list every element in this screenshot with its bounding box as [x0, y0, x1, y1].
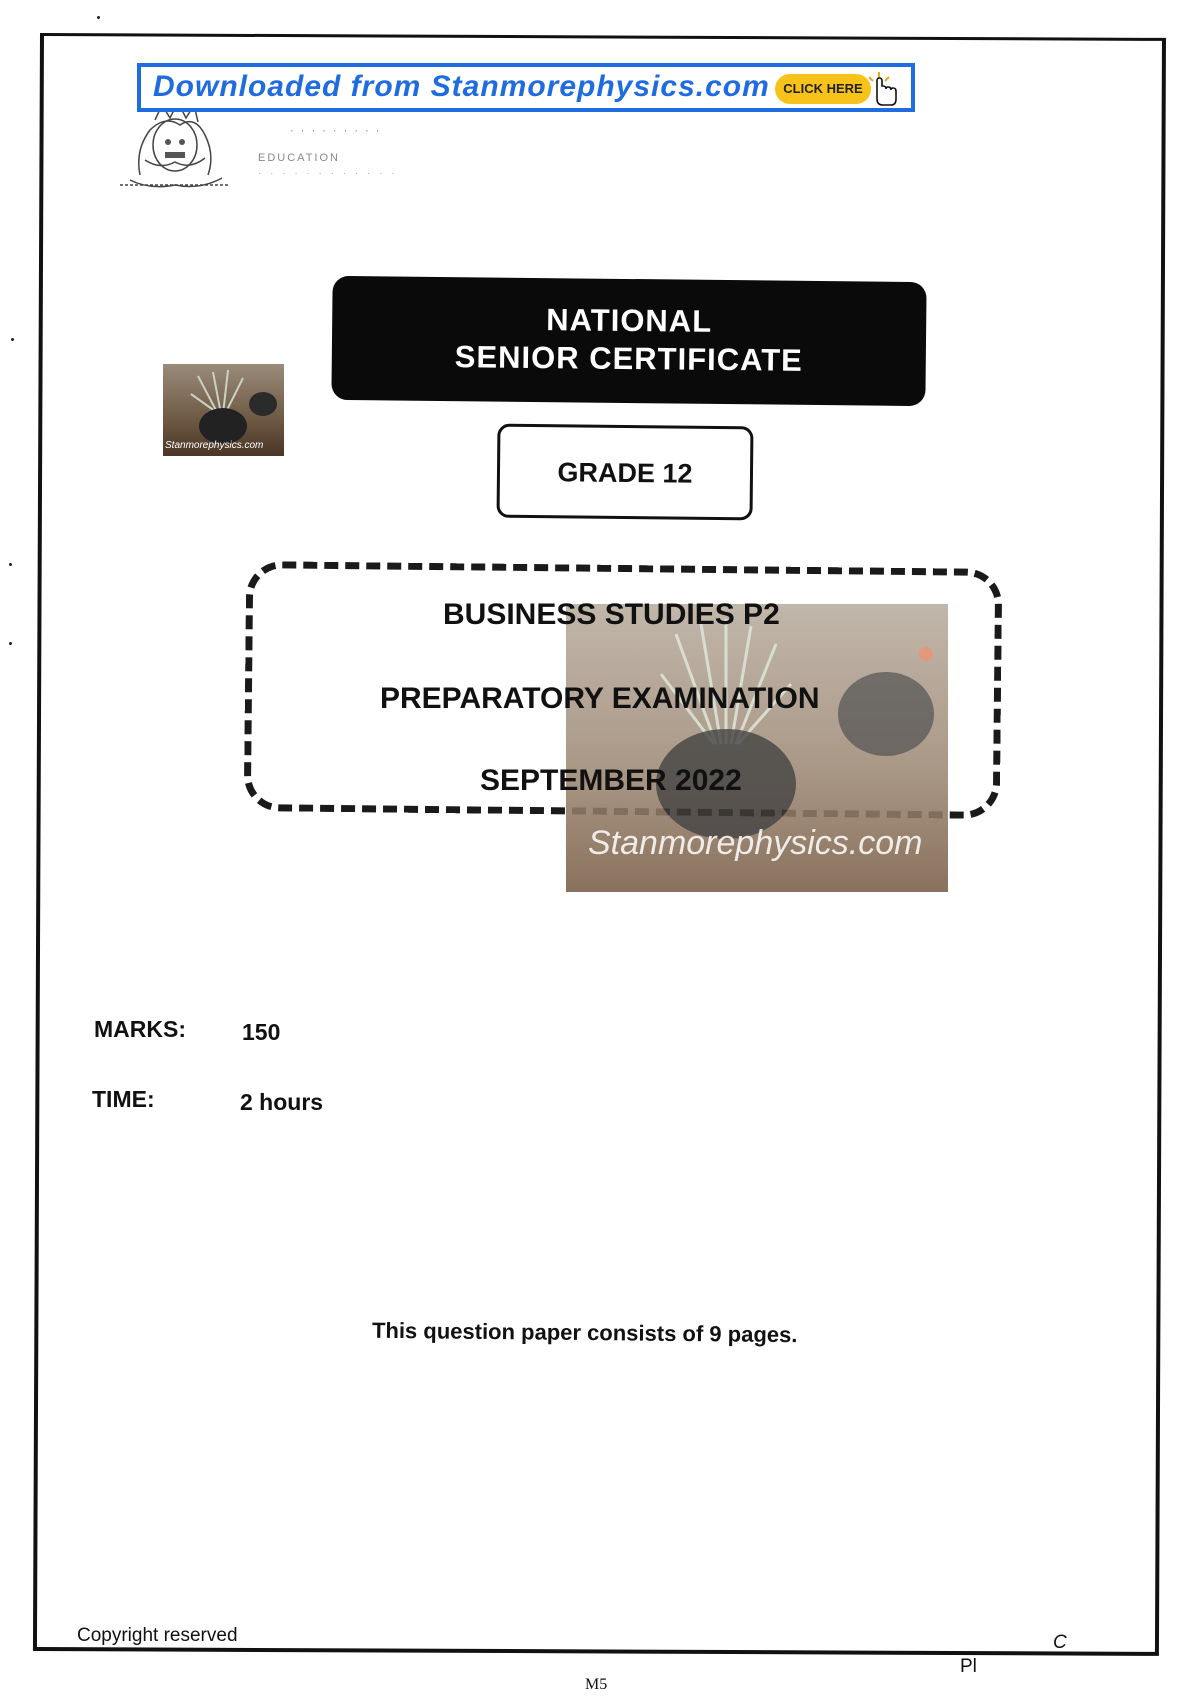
dept-subline-faint: · · · · · · · · · · · · [258, 168, 398, 179]
scan-speck [11, 338, 14, 341]
download-banner-text[interactable]: Downloaded from Stanmorephysics.com [153, 70, 770, 103]
download-banner[interactable] [137, 63, 915, 112]
footer-code: M5 [585, 1676, 608, 1693]
grade-box [497, 424, 754, 521]
grade-label: GRADE 12 [557, 457, 693, 489]
exam-date: SEPTEMBER 2022 [480, 764, 742, 797]
plant-thumbnail-image [163, 364, 284, 456]
thumb-watermark-text: Stanmorephysics.com [165, 440, 264, 451]
marks-value: 150 [242, 1019, 281, 1045]
dept-name: EDUCATION [258, 152, 340, 164]
title-senior-certificate: SENIOR CERTIFICATE [454, 339, 804, 378]
plant-watermark-image [566, 604, 948, 892]
scan-speck [9, 563, 12, 566]
dept-header-faint: · · · · · · · · · [290, 125, 382, 137]
time-label: TIME: [92, 1086, 155, 1112]
copyright-text: Copyright reserved [77, 1625, 238, 1646]
page-count-note: This question paper consists of 9 pages. [371, 1317, 798, 1348]
nsc-title-box [331, 276, 926, 406]
scan-speck [9, 642, 12, 645]
time-value: 2 hours [240, 1089, 324, 1115]
subject-title: BUSINESS STUDIES P2 [443, 598, 780, 631]
scan-speck [97, 16, 100, 19]
pointer-hand-icon [863, 69, 903, 109]
title-national: NATIONAL [546, 302, 713, 339]
marks-label: MARKS: [94, 1016, 186, 1042]
click-here-button[interactable]: CLICK HERE [775, 74, 871, 104]
exam-type: PREPARATORY EXAMINATION [380, 682, 820, 715]
footer-please-turn-over: Pl [960, 1656, 977, 1677]
watermark-text: Stanmorephysics.com [588, 824, 923, 862]
footer-c-mark: C [1053, 1632, 1067, 1653]
